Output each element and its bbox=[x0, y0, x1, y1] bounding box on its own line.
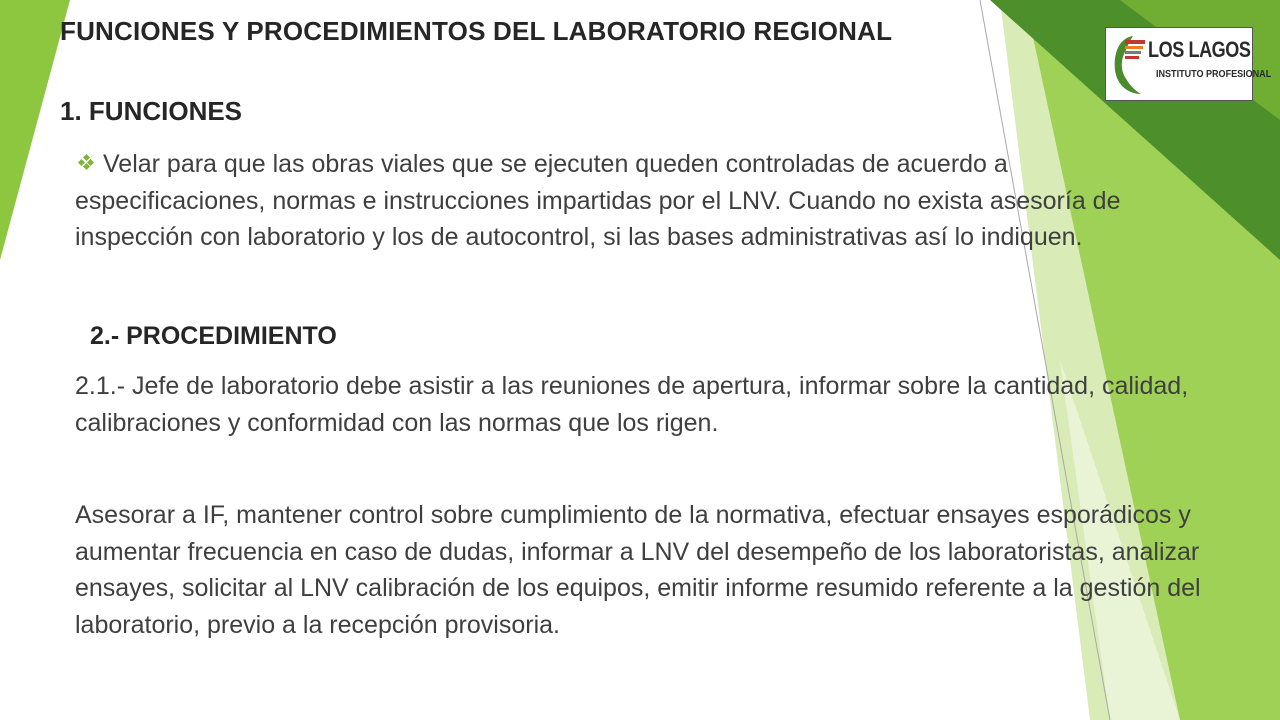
section-heading-procedimiento: 2.- PROCEDIMIENTO bbox=[90, 322, 337, 350]
bullet-paragraph bbox=[75, 146, 1205, 256]
bullet-text: Velar para que las obras viales que se ejecuten queden controladas de acuerdo a especificaciones, normas e instrucciones impartidas por el LNV. Cuando no exista asesoría de inspección con laboratorio y los de autocontrol, si las bases administrativas así lo indiquen. bbox=[75, 150, 1121, 251]
section-heading-funciones: 1. FUNCIONES bbox=[60, 96, 243, 126]
institution-logo bbox=[1105, 27, 1272, 101]
paragraph-2-1: 2.1.- Jefe de laboratorio debe asistir a las reuniones de apertura, informar sobre la cantidad, calidad, calibraciones y conformidad con las normas que los rigen. bbox=[75, 372, 1189, 437]
slide-title: FUNCIONES Y PROCEDIMIENTOS DEL LABORATORIO REGIONAL bbox=[60, 16, 893, 46]
paragraph-asesorar: Asesorar a IF, mantener control sobre cumplimiento de la normativa, efectuar ensayes esporádicos y aumentar frecuencia en caso de dudas, informar a LNV del desempeño de los laboratoristas, analizar ensayes, solicitar al LNV calibración de los equipos, emitir informe resumido referente a la gestión del laboratorio, previo a la recepción provisoria. bbox=[75, 501, 1201, 639]
diamond-bullet-icon bbox=[79, 155, 93, 169]
logo-name: LOS LAGOS bbox=[1148, 37, 1251, 62]
logo-subtitle: INSTITUTO PROFESIONAL bbox=[1156, 68, 1272, 80]
